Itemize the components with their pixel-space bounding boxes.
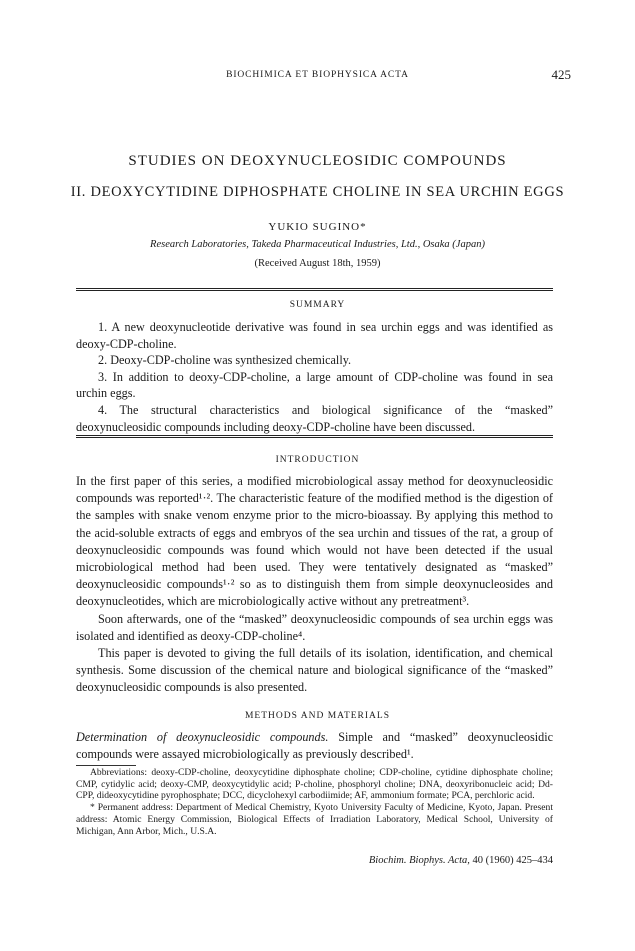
intro-paragraph: This paper is devoted to giving the full details of its isolation, identification, and chemical synthesis. Some discussion of the chemical nature and biological significance of the “masked” deoxynucleosidic compounds is also presented. [76,646,553,695]
methods-heading: METHODS AND MATERIALS [244,711,391,721]
received-date: (Received August 18th, 1959) [254,258,381,269]
footnote-abbreviations: Abbreviations: deoxy-CDP-choline, deoxycytidine diphosphate choline; CDP-choline, cytidine diphosphate choline; CMP, cytidylic acid; deoxy-CMP, deoxycytidylic acid; P-choline, phosphoryl choline; DNA, deoxyribonucleic acid; Dd-CPP, dideoxycytidine pyrophosphate; DCC, dicyclohexyl carbodiimide; AF, ammonium formate; PCA, perchloric acid. [76,767,553,802]
intro-paragraph: Soon afterwards, one of the “masked” deoxynucleosidic compounds of sea urchin eggs was isolated and identified as deoxy-CDP-choline⁴. [76,611,553,643]
summary-top-rule [76,288,553,291]
series-title: STUDIES ON DEOXYNUCLEOSIDIC COMPOUNDS [128,153,507,169]
summary-item: 1. A new deoxynucleotide derivative was found in sea urchin eggs and was identified as deoxy-CDP-choline. [76,320,553,351]
methods-body [76,729,553,763]
running-header-journal: BIOCHIMICA ET BIOPHYSICA ACTA [226,70,409,80]
footnote-rule [76,765,136,766]
methods-text: Simple and “masked” deoxynucleosidic compounds were assayed microbiologically as previously described¹. [76,730,554,762]
article-title: II. DEOXYCYTIDINE DIPHOSPHATE CHOLINE IN SEA URCHIN EGGS [70,184,565,200]
summary-item: 2. Deoxy-CDP-choline was synthesized chemically. [98,353,352,368]
footnotes [76,767,553,837]
methods-paragraph [76,729,553,763]
summary-list [76,319,553,435]
intro-paragraph: In the first paper of this series, a modified microbiological assay method for deoxynucleosidic compounds was reported¹·². The characteristic feature of the modified method is the digestion of the samples with snake venom enzyme prior to the micro-bioassay. By applying this method to the acid-soluble extracts of eggs and embryos of the sea urchin and tissues of the rat, a group of deoxynucleosidic compounds was found which would not have been detected if the usual microbiological method had been used. They were tentatively designated as “masked” deoxynucleosidic compounds¹·² so as to distinguish them from simple deoxynucleosides and deoxynucleotides, which are microbiologically active without any pretreatment³. [76,474,553,609]
introduction-body [76,473,553,697]
summary-heading: SUMMARY [289,300,346,310]
footnote-address: * Permanent address: Department of Medical Chemistry, Kyoto University Faculty of Medicine, Kyoto, Japan. Present address: Atomic Energy Commission, Biological Effects of Irradiation Laboratory, Medical School, University of Michigan, Ann Arbor, Mich., U.S.A. [76,802,553,837]
summary-bottom-rule [76,435,553,438]
author-name: YUKIO SUGINO* [268,221,367,233]
citation-details: 40 (1960) 425–434 [469,855,553,866]
page-number: 425 [551,67,571,82]
author-affiliation: Research Laboratories, Takeda Pharmaceutical Industries, Ltd., Osaka (Japan) [150,239,485,250]
summary-item: 3. In addition to deoxy-CDP-choline, a large amount of CDP-choline was found in sea urchin eggs. [76,369,553,401]
summary-item: 4. The structural characteristics and biological significance of the “masked” deoxynucleosidic compounds including deoxy-CDP-choline have been discussed. [76,402,553,434]
introduction-heading: INTRODUCTION [275,455,360,465]
methods-subheading: Determination of deoxynucleosidic compounds. [76,730,329,744]
citation-journal: Biochim. Biophys. Acta, [368,855,470,866]
journal-citation [369,855,553,866]
